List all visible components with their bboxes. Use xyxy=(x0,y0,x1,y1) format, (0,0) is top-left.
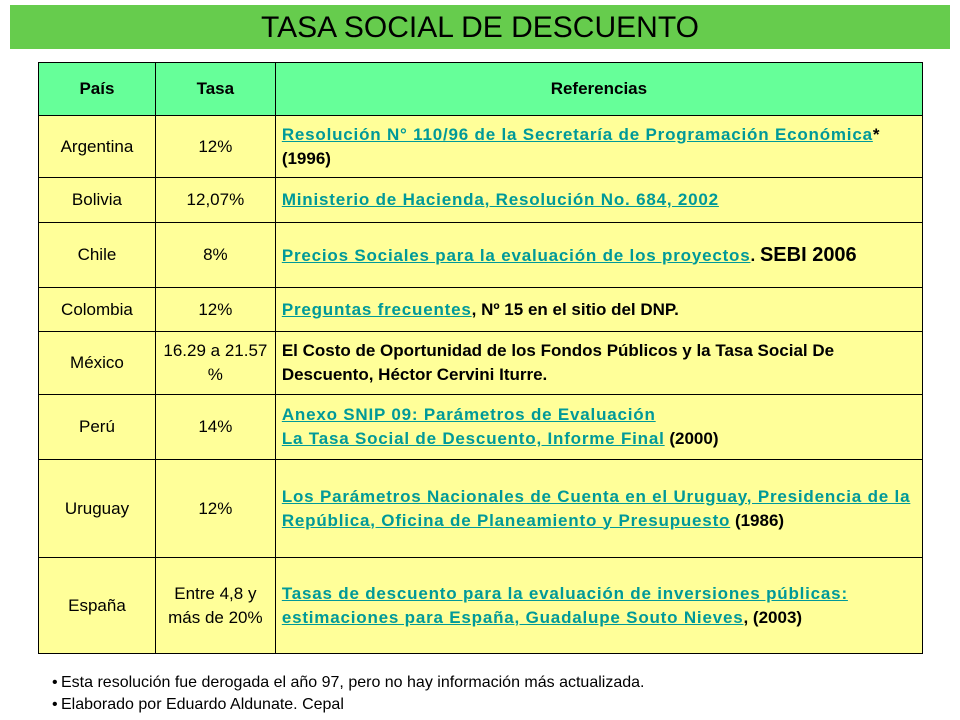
country-cell: Bolivia xyxy=(39,178,156,223)
reference-cell xyxy=(275,223,922,288)
footnote xyxy=(52,672,644,694)
reference-cell xyxy=(275,288,922,332)
footnote-text: Elaborado por Eduardo Aldunate. Cepal xyxy=(61,696,344,713)
rate-cell: 12% xyxy=(155,116,275,178)
country-cell: Uruguay xyxy=(39,460,156,558)
bullet-icon: • xyxy=(52,696,58,713)
reference-link[interactable]: Tasas de descuento para la evaluación de inversiones públicas: estimaciones para España, Guadalupe Souto Nieves xyxy=(281,583,848,627)
header-row xyxy=(39,63,923,116)
reference-link[interactable]: Preguntas frecuentes xyxy=(281,299,472,319)
reference-link[interactable]: Ministerio de Hacienda, Resolución No. 684, 2002 xyxy=(281,190,719,209)
header-country: País xyxy=(39,63,156,116)
reference-text: SEBI 2006 xyxy=(759,243,857,266)
country-cell: España xyxy=(39,558,156,654)
country-cell: Chile xyxy=(39,223,156,288)
table-row xyxy=(39,288,923,332)
table-row xyxy=(39,178,923,223)
reference-cell xyxy=(275,332,922,395)
bullet-icon: • xyxy=(52,674,58,691)
country-cell: México xyxy=(39,332,156,395)
page-title: TASA SOCIAL DE DESCUENTO xyxy=(261,11,699,44)
rate-cell: 8% xyxy=(155,223,275,288)
table-row xyxy=(39,116,923,178)
table-row xyxy=(39,460,923,558)
table-row xyxy=(39,223,923,288)
table-row xyxy=(39,558,923,654)
reference-cell xyxy=(275,460,922,558)
rate-cell: 12% xyxy=(155,288,275,332)
reference-link[interactable]: Los Parámetros Nacionales de Cuenta en el Uruguay, Presidencia de la República, Oficina de Planeamiento y Presupuesto xyxy=(281,486,911,530)
header-rate: Tasa xyxy=(155,63,275,116)
reference-text: (1986) xyxy=(730,510,785,530)
reference-link[interactable]: La Tasa Social de Descuento, Informe Final xyxy=(281,429,665,448)
footnotes xyxy=(52,672,644,716)
reference-link[interactable]: Anexo SNIP 09: Parámetros de Evaluación xyxy=(281,405,656,424)
footnote xyxy=(52,694,644,716)
reference-text: , Nº 15 en el sitio del DNP. xyxy=(471,299,679,319)
reference-cell xyxy=(275,395,922,460)
rate-cell: 12,07% xyxy=(155,178,275,223)
table-row xyxy=(39,332,923,395)
reference-text: El Costo de Oportunidad de los Fondos Públicos y la Tasa Social De Descuento, Héctor Cervini Iturre. xyxy=(281,341,835,384)
reference-text: (2000) xyxy=(664,429,719,448)
reference-text: * (1996) xyxy=(281,124,880,168)
footnote-text: Esta resolución fue derogada el año 97, pero no hay información más actualizada. xyxy=(61,674,645,691)
reference-link[interactable]: Precios Sociales para la evaluación de los proyectos xyxy=(281,245,751,265)
country-cell: Argentina xyxy=(39,116,156,178)
rate-cell: Entre 4,8 y más de 20% xyxy=(155,558,275,654)
reference-link[interactable]: Resolución N° 110/96 de la Secretaría de Programación Económica xyxy=(281,124,873,144)
rate-cell: 16.29 a 21.57 % xyxy=(155,332,275,395)
table-row xyxy=(39,395,923,460)
reference-text: . xyxy=(750,245,760,265)
reference-cell xyxy=(275,178,922,223)
reference-cell xyxy=(275,116,922,178)
title-bar xyxy=(10,5,950,49)
country-cell: Perú xyxy=(39,395,156,460)
rate-cell: 14% xyxy=(155,395,275,460)
reference-text: , (2003) xyxy=(743,607,803,627)
header-references: Referencias xyxy=(275,63,922,116)
reference-cell xyxy=(275,558,922,654)
country-cell: Colombia xyxy=(39,288,156,332)
rate-cell: 12% xyxy=(155,460,275,558)
tasa-table xyxy=(38,62,923,654)
